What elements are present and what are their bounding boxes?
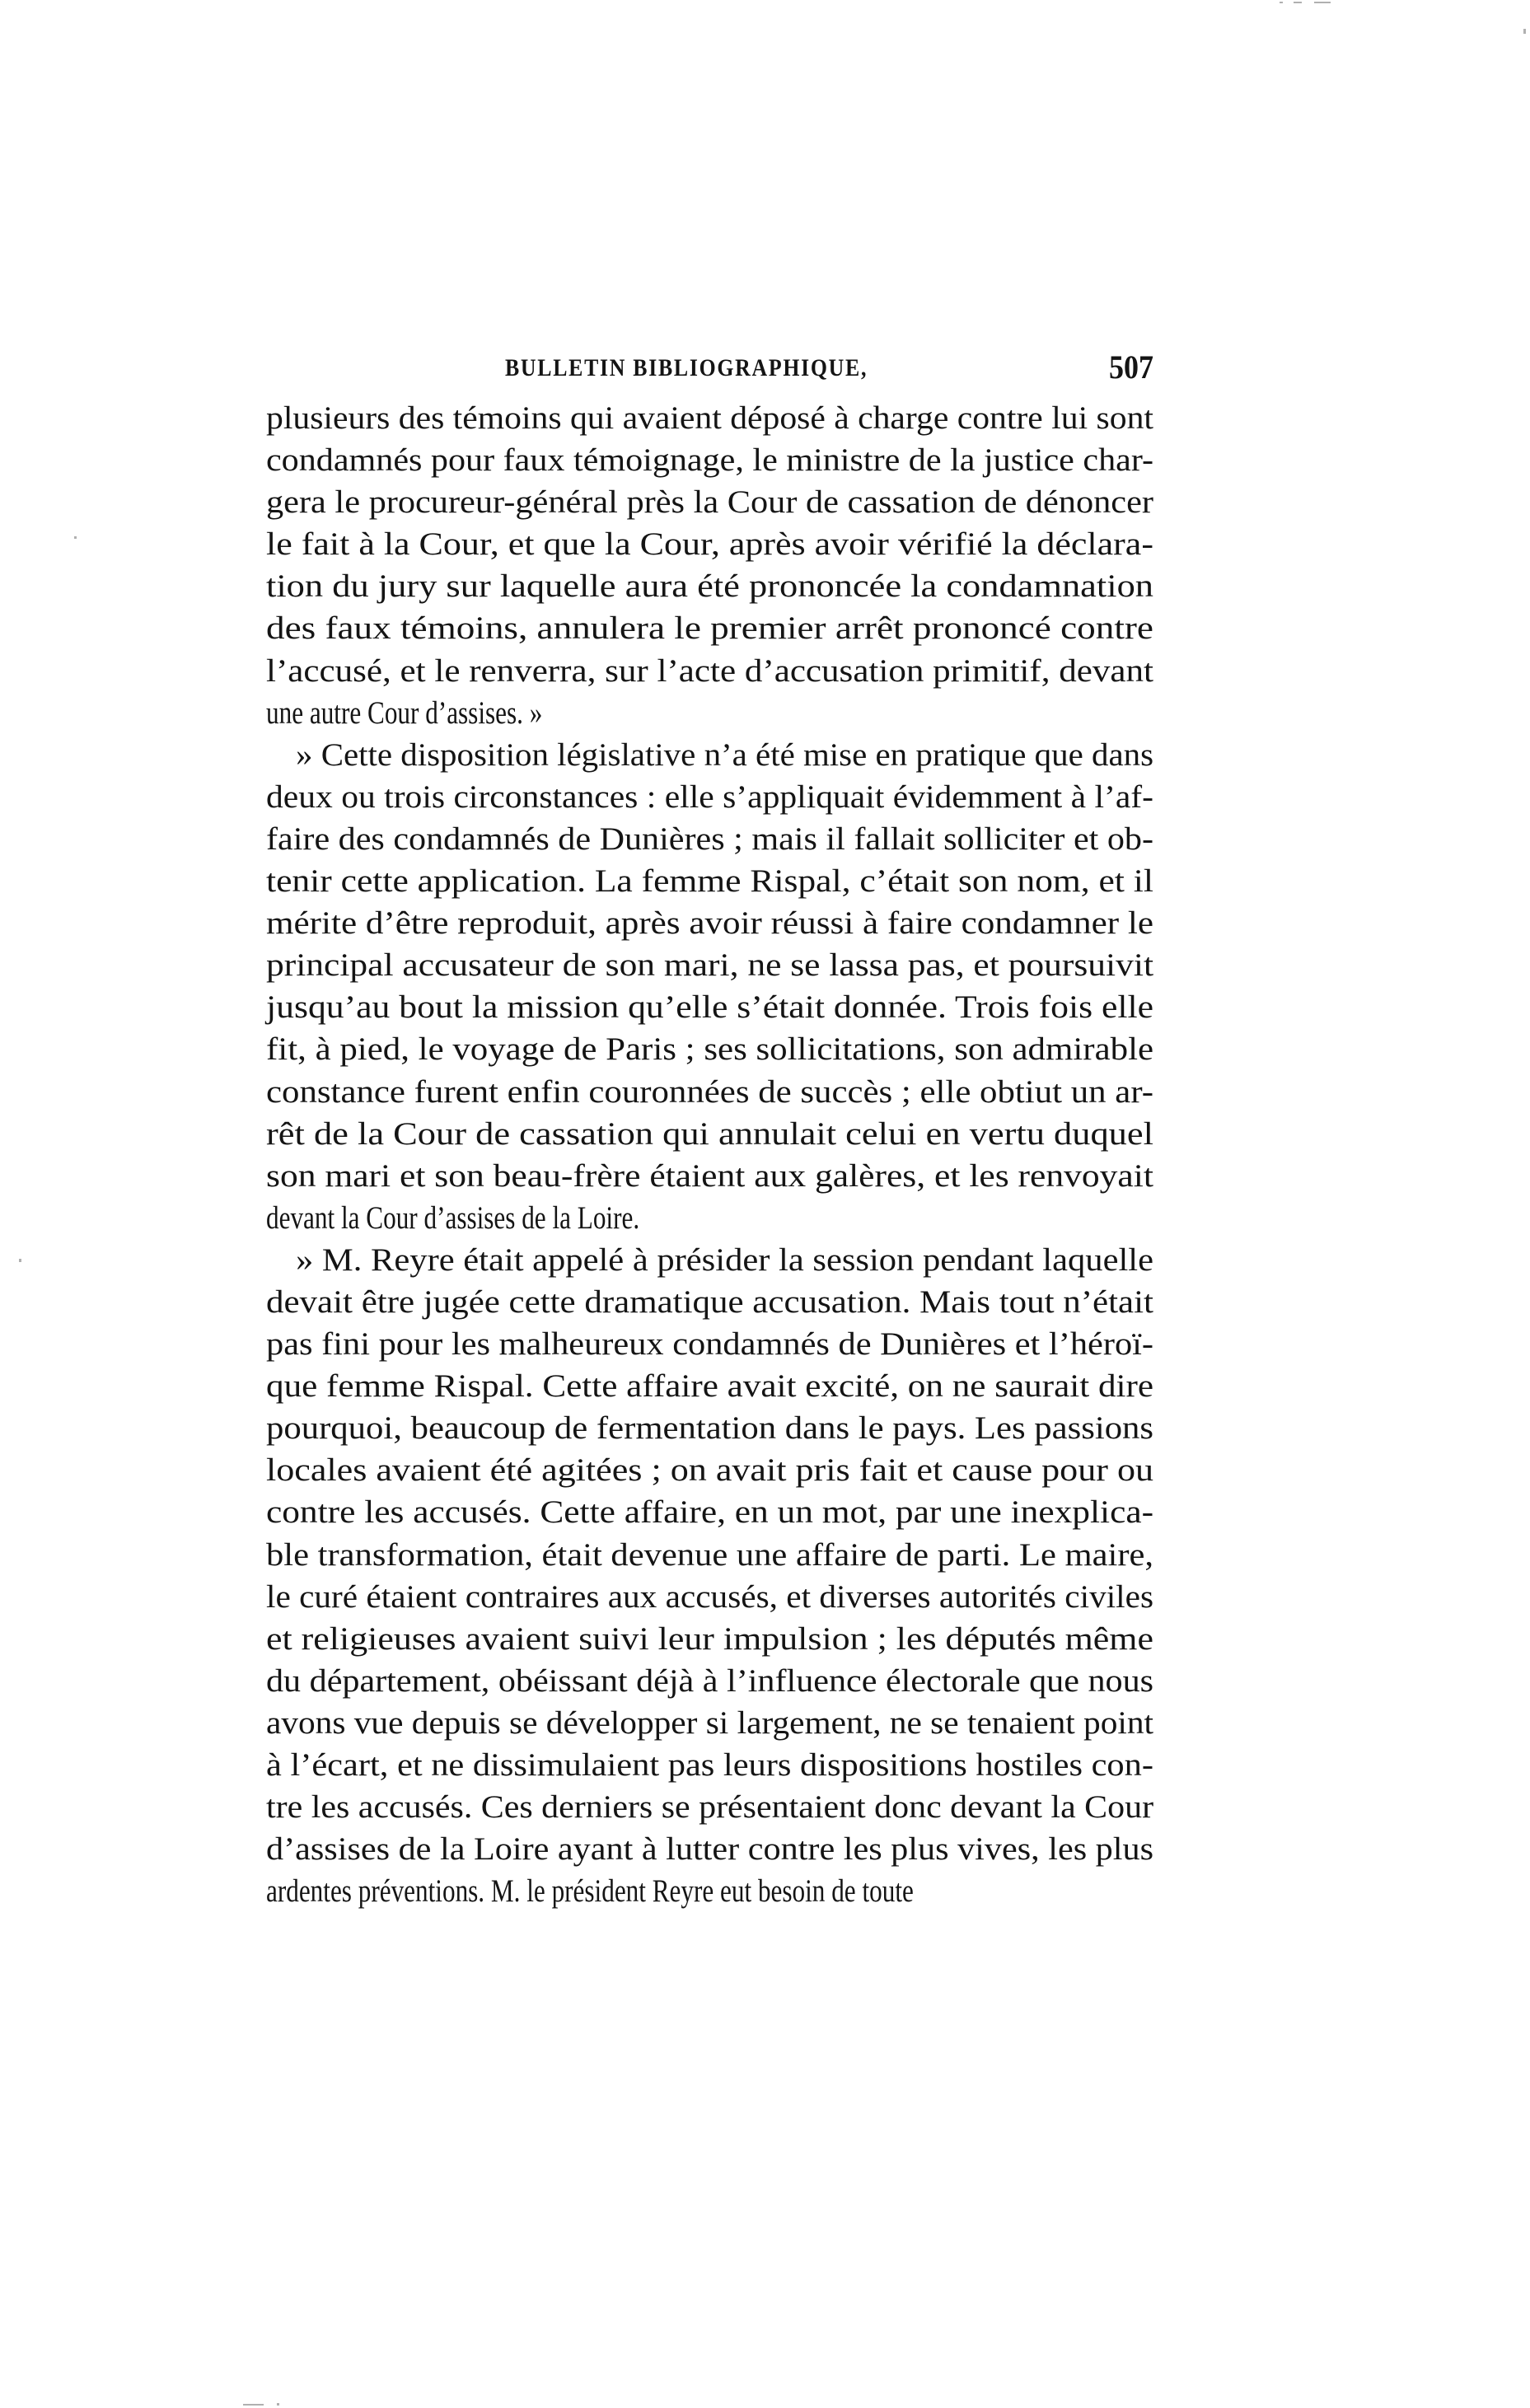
text-line-content: principal accusateur de son mari, ne se lassa pas, et poursuivit: [266, 947, 1154, 984]
text-line: [266, 481, 1153, 523]
text-line-content: tion du jury sur laquelle aura été prononcée la condamnation: [266, 568, 1154, 605]
text-line: [266, 1491, 1153, 1533]
text-line: [266, 607, 1153, 649]
text-line: [266, 1239, 1153, 1281]
text-line-content: et religieuses avaient suivi leur impulsion ; les députés même: [266, 1620, 1153, 1657]
text-line: [266, 1744, 1153, 1786]
scan-artifact: [1280, 2, 1283, 3]
scan-artifact: [1294, 2, 1302, 3]
text-line-content: constance furent enfin couronnées de succès ; elle obtiut un ar-: [266, 1073, 1154, 1110]
text-line: [266, 944, 1153, 986]
text-line-content: contre les accusés. Cette affaire, en un mot, par une inexplica-: [266, 1494, 1154, 1531]
scan-artifact: [1314, 2, 1331, 3]
text-line: [266, 650, 1153, 692]
text-line: [266, 1870, 1153, 1912]
scan-artifact: [19, 1259, 21, 1262]
text-line-content: ble transformation, était devenue une affaire de parti. Le maire,: [266, 1536, 1154, 1573]
text-line: [266, 692, 1153, 734]
text-line-content: une autre Cour d’assises. »: [266, 694, 543, 731]
scan-artifact: [277, 2403, 279, 2406]
text-line-content: pourquoi, beaucoup de fermentation dans le pays. Les passions: [266, 1410, 1154, 1447]
text-line: [266, 1660, 1153, 1702]
paragraph: [266, 734, 1153, 1239]
text-line: [266, 902, 1153, 944]
scan-artifact: [74, 536, 77, 539]
scan-artifact: [1523, 29, 1526, 34]
text-line-content: le fait à la Cour, et que la Cour, après avoir vérifié la déclara-: [266, 526, 1153, 563]
text-line-content: gera le procureur-général près la Cour de cassation de dénoncer: [266, 484, 1154, 521]
text-line: [266, 776, 1153, 818]
text-line-content: » Cette disposition législative n’a été mise en pratique que dans: [296, 736, 1154, 773]
text-line: [266, 1407, 1153, 1449]
text-line: [266, 565, 1153, 607]
text-line: [266, 1618, 1153, 1660]
text-line-content: locales avaient été agitées ; on avait pris fait et cause pour ou: [266, 1452, 1154, 1489]
text-line-content: des faux témoins, annulera le premier arrêt prononcé contre: [266, 610, 1153, 647]
text-line: [266, 439, 1153, 481]
text-line-content: devait être jugée cette dramatique accusation. Mais tout n’était: [266, 1283, 1153, 1320]
text-line-content: fit, à pied, le voyage de Paris ; ses sollicitations, son admirable: [266, 1031, 1154, 1068]
text-line: [266, 1449, 1153, 1491]
text-line: [266, 397, 1153, 439]
text-line: [266, 1071, 1153, 1113]
text-line-content: avons vue depuis se développer si largement, ne se tenaient point: [266, 1704, 1154, 1741]
text-line-content: l’accusé, et le renverra, sur l’acte d’accusation primitif, devant: [266, 652, 1153, 689]
text-line-content: » M. Reyre était appelé à présider la session pendant laquelle: [296, 1241, 1153, 1278]
text-line: [266, 1576, 1153, 1618]
text-line-content: le curé étaient contraires aux accusés, et diverses autorités civiles: [266, 1578, 1154, 1615]
page-number: 507: [1109, 348, 1153, 386]
text-line-content: faire des condamnés de Dunières ; mais il fallait solliciter et ob-: [266, 821, 1154, 857]
text-line: [266, 1197, 1153, 1239]
running-title: BULLETIN BIBLIOGRAPHIQUE,: [505, 354, 868, 381]
text-line: [266, 860, 1153, 902]
text-line-content: pas fini pour les malheureux condamnés de Dunières et l’héroï-: [266, 1326, 1154, 1363]
text-line-content: son mari et son beau-frère étaient aux galères, et les renvoyait: [266, 1157, 1153, 1194]
text-line: [266, 1365, 1153, 1407]
text-line: [266, 1155, 1153, 1197]
text-line: [266, 523, 1153, 565]
body-text: [266, 397, 1153, 1912]
text-line-content: condamnés pour faux témoignage, le ministre de la justice char-: [266, 442, 1154, 479]
text-line-content: que femme Rispal. Cette affaire avait excité, on ne saurait dire: [266, 1368, 1154, 1405]
text-line-content: du département, obéissant déjà à l’influence électorale que nous: [266, 1662, 1154, 1699]
text-line: [266, 1702, 1153, 1744]
text-line: [266, 1113, 1153, 1155]
text-line-content: d’assises de la Loire ayant à lutter contre les plus vives, les plus: [266, 1831, 1154, 1868]
text-line-content: tre les accusés. Ces derniers se présentaient donc devant la Cour: [266, 1789, 1154, 1826]
text-line-content: à l’écart, et ne dissimulaient pas leurs dispositions hostiles con-: [266, 1747, 1153, 1783]
text-line-content: jusqu’au bout la mission qu’elle s’était donnée. Trois fois elle: [266, 989, 1154, 1026]
text-line: [266, 818, 1153, 860]
text-line-content: mérite d’être reproduit, après avoir réussi à faire condamner le: [266, 905, 1153, 942]
text-line-content: rêt de la Cour de cassation qui annulait celui en vertu duquel: [266, 1115, 1153, 1152]
text-line-content: tenir cette application. La femme Rispal, c’était son nom, et il: [266, 863, 1153, 900]
text-line: [266, 1323, 1153, 1365]
text-line: [266, 1534, 1153, 1576]
paragraph: [266, 397, 1153, 734]
text-line: [266, 986, 1153, 1028]
text-line: [266, 1828, 1153, 1870]
text-line-content: devant la Cour d’assises de la Loire.: [266, 1199, 640, 1236]
text-line: [266, 1028, 1153, 1070]
running-head: [266, 349, 1153, 390]
text-line-content: plusieurs des témoins qui avaient déposé à charge contre lui sont: [266, 400, 1153, 436]
text-line-content: ardentes préventions. M. le président Reyre eut besoin de toute: [266, 1873, 914, 1910]
text-line: [266, 1281, 1153, 1323]
text-line: [266, 1786, 1153, 1828]
text-line-content: deux ou trois circonstances : elle s’appliquait évidemment à l’af-: [266, 779, 1153, 815]
text-line: [266, 734, 1153, 776]
paragraph: [266, 1239, 1153, 1913]
scan-artifact: [243, 2404, 264, 2406]
